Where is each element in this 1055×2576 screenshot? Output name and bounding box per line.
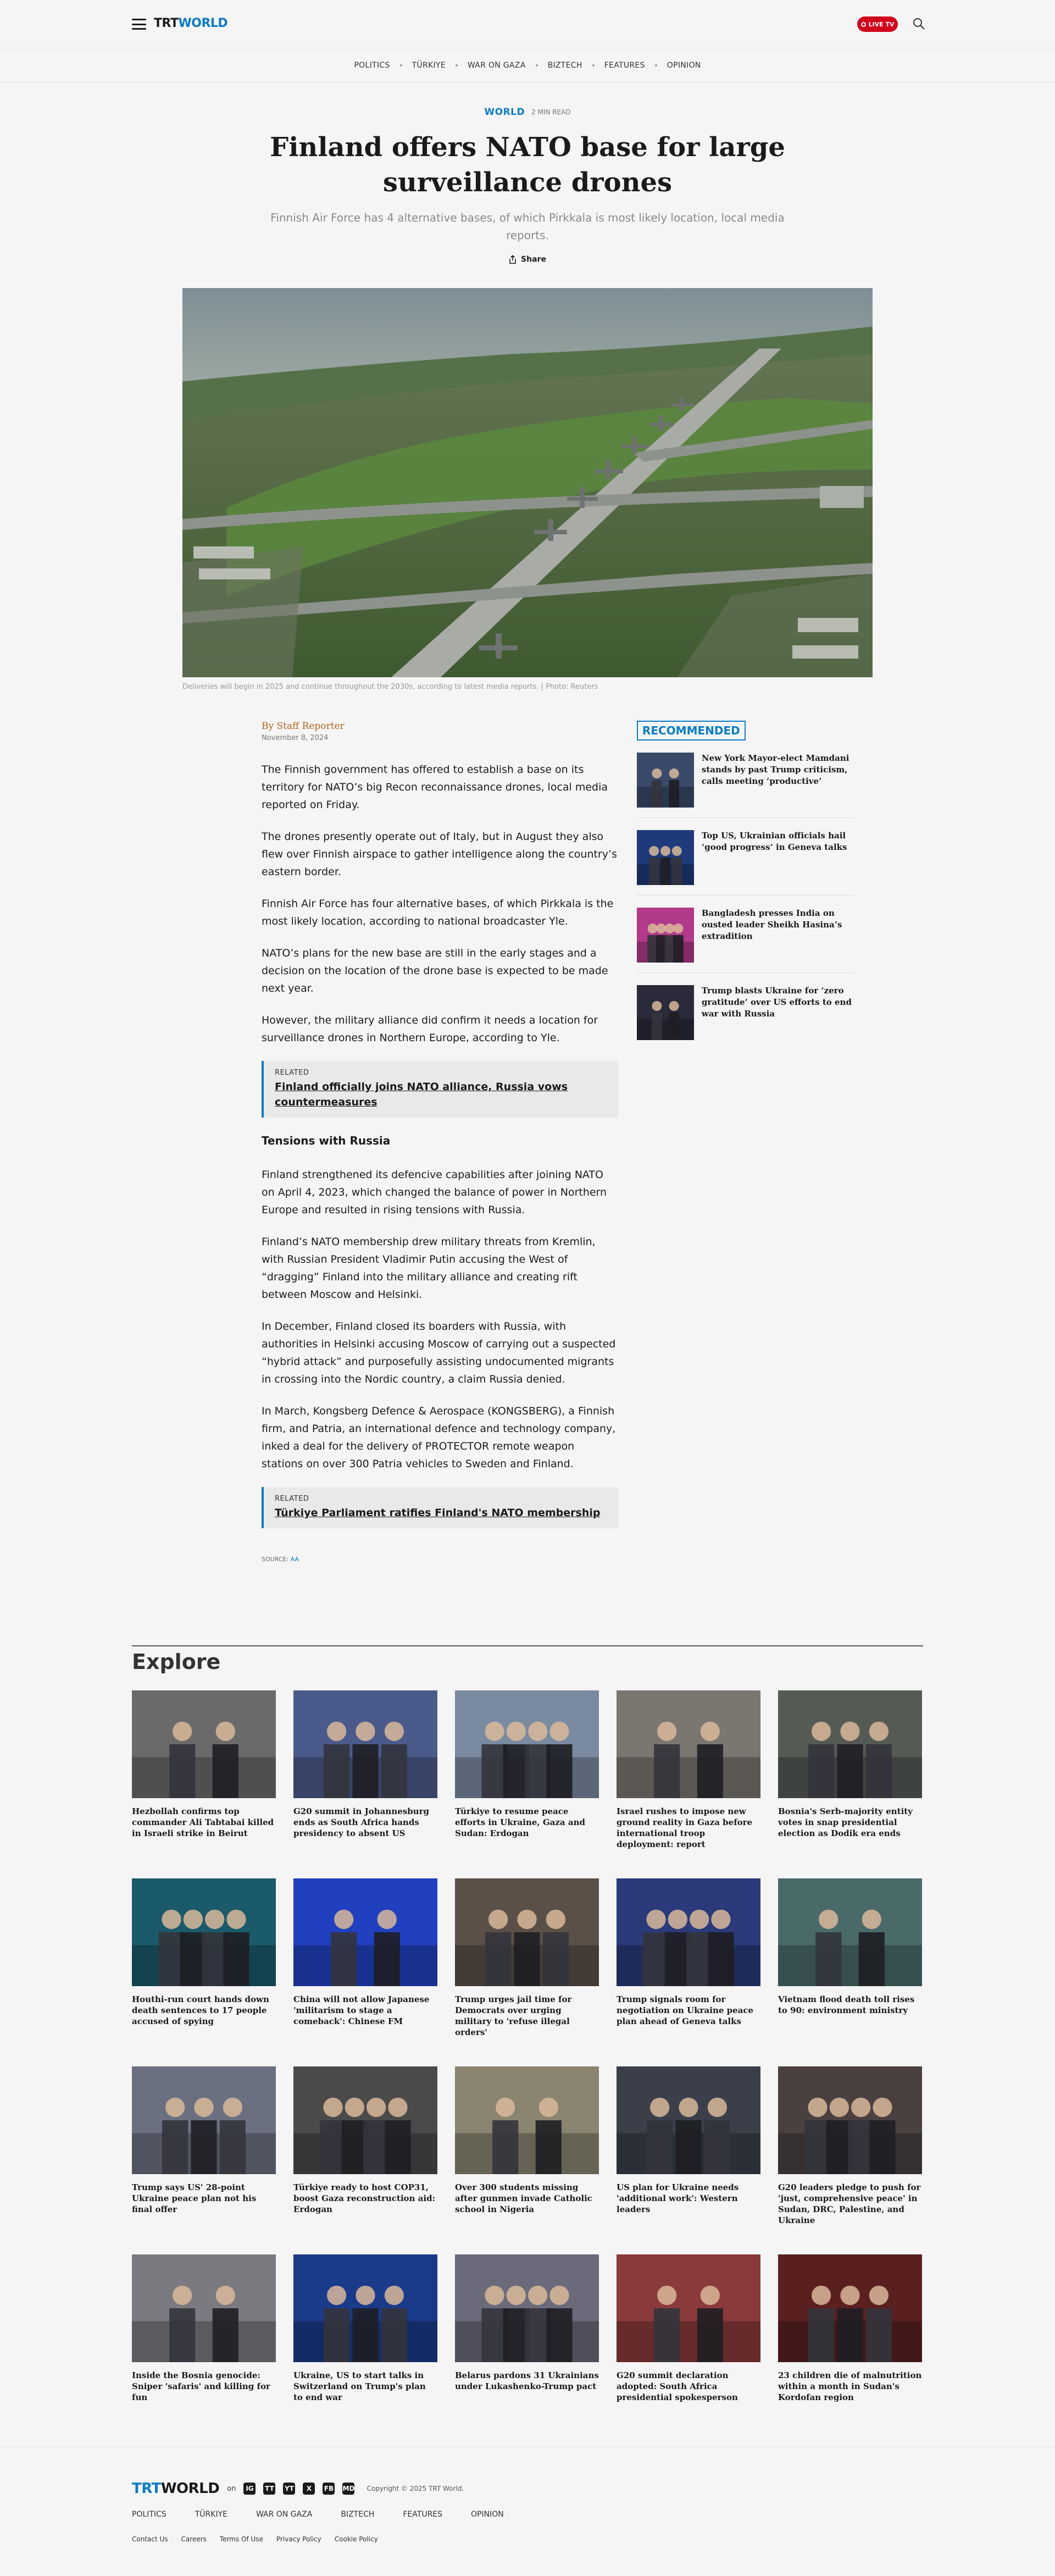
category-link[interactable]: WORLD — [484, 107, 525, 118]
explore-card[interactable] — [132, 2066, 276, 2226]
nav-item-biztech[interactable]: BIZTECH — [547, 60, 582, 70]
explore-card-title[interactable]: Trump signals room for negotiation on Ukraine peace plan ahead of Geneva talks — [617, 1994, 754, 2026]
explore-card-image[interactable] — [617, 2254, 760, 2362]
explore-card-image[interactable] — [455, 1878, 599, 1986]
recommended-item[interactable] — [637, 908, 855, 973]
thumbnail-image — [293, 1878, 437, 1986]
thumbnail-image — [293, 1690, 437, 1798]
footer-link[interactable]: Careers — [181, 2535, 207, 2543]
nav-item-war-on-gaza[interactable]: WAR ON GAZA — [467, 60, 526, 70]
explore-card-image[interactable] — [455, 2066, 599, 2174]
explore-card-image[interactable] — [617, 1878, 760, 1986]
article-paragraph: NATO’s plans for the new base are still in the early stages and a decision on the location of the drone base is expected to be made next year. — [262, 947, 608, 994]
recommended-title[interactable]: New York Mayor-elect Mamdani stands by past Trump criticism, calls meeting ‘productive’ — [701, 753, 849, 786]
nav-item-features[interactable]: FEATURES — [604, 60, 645, 70]
thumbnail-image — [637, 830, 694, 885]
thumbnail-image — [455, 1690, 599, 1798]
recommended-thumbnail[interactable] — [637, 985, 694, 1040]
thumbnail-image — [617, 1690, 760, 1798]
logo-world: WORLD — [178, 16, 228, 30]
menu-icon[interactable] — [132, 19, 146, 30]
thumbnail-image — [637, 985, 694, 1040]
live-dot-icon — [861, 22, 866, 27]
related-label: RELATED — [275, 1069, 309, 1077]
article-paragraph: Finland’s NATO membership drew military threats from Kremlin, with Russian President Vladimir Putin accusing the West of “dragging” Finland into the military alliance and creating rift between Moscow and Helsinki. — [262, 1236, 596, 1301]
explore-card-image[interactable] — [455, 2254, 599, 2362]
footer-logo-world: WORLD — [160, 2480, 220, 2497]
article-paragraph: The Finnish government has offered to establish a base on its territory for NATO’s big Recon reconnaissance drones, local media reported on Friday. — [262, 764, 608, 811]
footer-nav-item[interactable]: TÜRKIYE — [195, 2510, 227, 2519]
recommended-item[interactable] — [637, 753, 855, 818]
explore-card-image[interactable] — [132, 1878, 276, 1986]
explore-card-image[interactable] — [293, 1690, 437, 1798]
thumbnail-image — [293, 2254, 437, 2362]
explore-card[interactable] — [293, 2254, 437, 2403]
article-paragraph: Finland strengthened its defencive capabilities after joining NATO on April 4, 2023, which changed the balance of power in Northern Europe and resulted in rising tensions with Russia. — [262, 1169, 607, 1216]
byline-author[interactable]: By Staff Reporter — [262, 721, 345, 732]
explore-card-image[interactable] — [617, 1690, 760, 1798]
explore-card-title[interactable]: Israel rushes to impose new ground reality in Gaza before international troop deployment: report — [617, 1806, 753, 1849]
explore-section — [132, 1645, 923, 2403]
explore-card-image[interactable] — [455, 1690, 599, 1798]
footer-nav-item[interactable]: POLITICS — [132, 2510, 166, 2519]
explore-card[interactable] — [778, 2254, 922, 2403]
social-ig-icon[interactable]: IG — [243, 2483, 256, 2495]
paragraphs-a — [262, 761, 618, 1047]
content-area — [200, 721, 855, 1563]
byline-date: November 8, 2024 — [262, 734, 329, 742]
explore-card-title[interactable]: G20 summit declaration adopted: South Africa presidential spokesperson — [617, 2370, 738, 2402]
explore-card-title[interactable]: Ukraine, US to start talks in Switzerland on Trump's plan to end war — [293, 2370, 426, 2402]
article-paragraph: In December, Finland closed its boarders with Russia, with authorities in Helsinki accusing Moscow of carrying out a suspected “hybrid attack” and purposefully assisting undocumented migrants in crossing into the Nordic country, a claim Russia denied. — [262, 1320, 616, 1385]
explore-card-image[interactable] — [293, 2254, 437, 2362]
explore-card-title[interactable]: 23 children die of malnutrition within a month in Sudan's Kordofan region — [778, 2370, 922, 2402]
explore-card[interactable] — [778, 1878, 922, 2038]
site-header — [0, 0, 1055, 48]
main-nav — [0, 48, 1055, 82]
recommended-thumbnail[interactable] — [637, 830, 694, 885]
thumbnail-image — [293, 2066, 437, 2174]
explore-card-title[interactable]: Houthi-run court hands down death sentences to 17 people accused of spying — [132, 1994, 269, 2026]
explore-card[interactable] — [778, 2066, 922, 2226]
social-tt-icon[interactable]: TT — [263, 2483, 275, 2495]
thumbnail-image — [637, 753, 694, 808]
explore-card-title[interactable]: China will not allow Japanese 'militarism to stage a comeback': Chinese FM — [293, 1994, 430, 2026]
explore-card[interactable] — [617, 2066, 760, 2226]
explore-card[interactable] — [455, 1878, 599, 2038]
share-label: Share — [521, 255, 546, 264]
copyright: Copyright © 2025 TRT World. — [367, 2485, 464, 2492]
thumbnail-image — [778, 2254, 922, 2362]
search-icon[interactable] — [912, 17, 925, 30]
nav-separator — [456, 64, 458, 67]
explore-card[interactable] — [778, 1690, 922, 1850]
article-paragraph: However, the military alliance did confirm it needs a location for surveillance drones in Northern Europe, according to Yle. — [262, 1014, 598, 1044]
footer-links — [132, 2535, 923, 2543]
recommended-sidebar — [637, 721, 855, 1563]
explore-card[interactable] — [132, 1878, 276, 2038]
source-value[interactable]: AA — [290, 1556, 299, 1563]
site-footer — [0, 2447, 1055, 2576]
footer-link[interactable]: Cookie Policy — [334, 2535, 378, 2543]
live-tv-label: LIVE TV — [868, 20, 895, 28]
kicker — [253, 107, 802, 118]
thumbnail-image — [132, 1690, 276, 1798]
explore-card[interactable] — [293, 2066, 437, 2226]
footer-link[interactable]: Privacy Policy — [276, 2535, 321, 2543]
explore-card-image[interactable] — [617, 2066, 760, 2174]
thumbnail-image — [778, 1878, 922, 1986]
nav-separator — [536, 64, 538, 67]
explore-card-title[interactable]: Over 300 students missing after gunmen invade Catholic school in Nigeria — [455, 2182, 592, 2214]
explore-card-image[interactable] — [778, 1690, 922, 1798]
explore-card-title[interactable]: Trump urges jail time for Democrats over urging military to 'refuse illegal orders' — [455, 1994, 572, 2037]
source-label: SOURCE: — [262, 1556, 289, 1563]
thumbnail-image — [637, 908, 694, 963]
explore-card-image[interactable] — [778, 2254, 922, 2362]
explore-title: Explore — [132, 1650, 221, 1674]
explore-card[interactable] — [293, 1878, 437, 2038]
explore-card-title[interactable]: Trump says US' 28-point Ukraine peace plan not his final offer — [132, 2182, 257, 2214]
share-button[interactable] — [509, 255, 546, 264]
article-title: Finland offers NATO base for large surveillance drones — [270, 132, 785, 198]
related-link-1[interactable]: Finland officially joins NATO alliance, Russia vows countermeasures — [275, 1081, 568, 1108]
share-icon — [509, 255, 517, 264]
related-box-2 — [262, 1487, 618, 1528]
article-body — [262, 721, 618, 1563]
explore-card-image[interactable] — [132, 2254, 276, 2362]
explore-card-image[interactable] — [132, 2066, 276, 2174]
explore-card-title[interactable]: Hezbollah confirms top commander Ali Tabtabai killed in Israeli strike in Beirut — [132, 1806, 274, 1838]
nav-separator — [400, 64, 402, 67]
footer-logo[interactable] — [132, 2480, 219, 2497]
related-box-1 — [262, 1061, 618, 1118]
thumbnail-image — [778, 1690, 922, 1798]
thumbnail-image — [455, 2254, 599, 2362]
recommended-title[interactable]: Bangladesh presses India on ousted leader Sheikh Hasina’s extradition — [701, 908, 842, 941]
thumbnail-image — [132, 1878, 276, 1986]
article-head — [253, 107, 802, 266]
recommended-label: RECOMMENDED — [637, 721, 746, 740]
explore-card[interactable] — [293, 1690, 437, 1850]
nav-separator — [592, 64, 595, 67]
image-caption: Deliveries will begin in 2025 and continue throughout the 2030s, according to latest media reports. | Photo: Reuters — [182, 683, 598, 691]
explore-card[interactable] — [132, 1690, 276, 1850]
thumbnail-image — [617, 1878, 760, 1986]
social-yt-icon[interactable]: YT — [283, 2483, 295, 2495]
footer-nav-item[interactable]: BIZTECH — [341, 2510, 375, 2519]
explore-card[interactable] — [132, 2254, 276, 2403]
explore-card[interactable] — [455, 2066, 599, 2226]
nav-item-opinion[interactable]: OPINION — [667, 60, 701, 70]
social-md-icon[interactable]: MD — [342, 2483, 354, 2495]
thumbnail-image — [778, 2066, 922, 2174]
nav-item-politics[interactable]: POLITICS — [354, 60, 390, 70]
related-link-2[interactable]: Türkiye Parliament ratifies Finland's NATO membership — [275, 1507, 601, 1519]
thumbnail-image — [455, 2066, 599, 2174]
section-subhead: Tensions with Russia — [262, 1134, 391, 1147]
live-tv-button[interactable] — [857, 16, 898, 32]
logo-trt: TRT — [154, 16, 179, 30]
footer-link[interactable]: Contact Us — [132, 2535, 168, 2543]
explore-card-title[interactable]: G20 summit in Johannesburg ends as South Africa hands presidency to absent US — [293, 1806, 429, 1838]
nav-item-t-rkiye[interactable]: TÜRKIYE — [412, 60, 446, 70]
explore-card-title[interactable]: Belarus pardons 31 Ukrainians under Lukashenko-Trump pact — [455, 2370, 599, 2391]
explore-card[interactable] — [617, 2254, 760, 2403]
explore-card[interactable] — [455, 1690, 599, 1850]
explore-card-title[interactable]: Inside the Bosnia genocide: Sniper 'safaris' and killing for fun — [132, 2370, 270, 2402]
thumbnail-image — [132, 2254, 276, 2362]
explore-card[interactable] — [455, 2254, 599, 2403]
explore-card-title[interactable]: G20 leaders pledge to push for 'just, comprehensive peace' in Sudan, DRC, Palestine, and Ukraine — [778, 2182, 921, 2225]
thumbnail-image — [617, 2254, 760, 2362]
article-paragraph: In March, Kongsberg Defence & Aerospace (KONGSBERG), a Finnish firm, and Patria, an international defence and technology company, inked a deal for the delivery of PROTECTOR remote weapon stations on over 300 Patria vehicles to Sweden and Finland. — [262, 1405, 616, 1470]
explore-card-title[interactable]: Türkiye ready to host COP31, boost Gaza reconstruction aid: Erdogan — [293, 2182, 436, 2214]
footer-link[interactable]: Terms Of Use — [219, 2535, 263, 2543]
explore-card-title[interactable]: Türkiye to resume peace efforts in Ukraine, Gaza and Sudan: Erdogan — [455, 1806, 585, 1838]
recommended-title[interactable]: Top US, Ukrainian officials hail ‘good progress’ in Geneva talks — [701, 831, 847, 852]
recommended-thumbnail[interactable] — [637, 908, 694, 963]
article-paragraph: The drones presently operate out of Italy, but in August they also flew over Finnish airspace to gather intelligence along the country’s eastern border. — [262, 831, 617, 878]
explore-card[interactable] — [617, 1690, 760, 1850]
footer-on-label: on — [227, 2484, 236, 2493]
footer-nav-item[interactable]: FEATURES — [403, 2510, 443, 2519]
recommended-title[interactable]: Trump blasts Ukraine for ‘zero gratitude’ over US efforts to end war with Russia — [701, 986, 852, 1019]
social-x-icon[interactable]: X — [303, 2483, 315, 2495]
explore-card-image[interactable] — [293, 1878, 437, 1986]
related-label: RELATED — [275, 1495, 309, 1503]
explore-card-title[interactable]: US plan for Ukraine needs 'additional work': Western leaders — [617, 2182, 739, 2214]
footer-logo-trt: TRT — [132, 2480, 161, 2497]
explore-card-image[interactable] — [132, 1690, 276, 1798]
footer-nav-item[interactable]: OPINION — [471, 2510, 504, 2519]
article-subtitle: Finnish Air Force has 4 alternative bases, of which Pirkkala is most likely location, local media reports. — [270, 211, 785, 242]
explore-card-title[interactable]: Vietnam flood death toll rises to 90: environment ministry — [778, 1994, 915, 2015]
recommended-list — [637, 753, 855, 1050]
recommended-item[interactable] — [637, 985, 855, 1050]
recommended-thumbnail[interactable] — [637, 753, 694, 808]
thumbnail-image — [132, 2066, 276, 2174]
thumbnail-image — [617, 2066, 760, 2174]
nav-separator — [655, 64, 657, 67]
explore-card[interactable] — [617, 1878, 760, 2038]
explore-card-title[interactable]: Bosnia's Serb-majority entity votes in snap presidential election as Dodik era ends — [778, 1806, 913, 1838]
footer-nav-item[interactable]: WAR ON GAZA — [256, 2510, 313, 2519]
footer-brand-row — [132, 2480, 923, 2497]
explore-grid — [132, 1690, 923, 2403]
explore-card-image[interactable] — [293, 2066, 437, 2174]
source-line — [262, 1556, 618, 1563]
explore-card-image[interactable] — [778, 1878, 922, 1986]
social-fb-icon[interactable]: FB — [323, 2483, 335, 2495]
hero-image — [182, 288, 873, 677]
explore-card-image[interactable] — [778, 2066, 922, 2174]
read-time: 2 MIN READ — [531, 108, 571, 116]
airfield-photo — [182, 288, 873, 677]
thumbnail-image — [455, 1878, 599, 1986]
footer-nav — [132, 2510, 923, 2519]
recommended-item[interactable] — [637, 830, 855, 895]
site-logo[interactable] — [154, 16, 227, 30]
paragraphs-b — [262, 1166, 618, 1473]
article-paragraph: Finnish Air Force has four alternative bases, of which Pirkkala is the most likely location, according to national broadcaster Yle. — [262, 898, 614, 927]
